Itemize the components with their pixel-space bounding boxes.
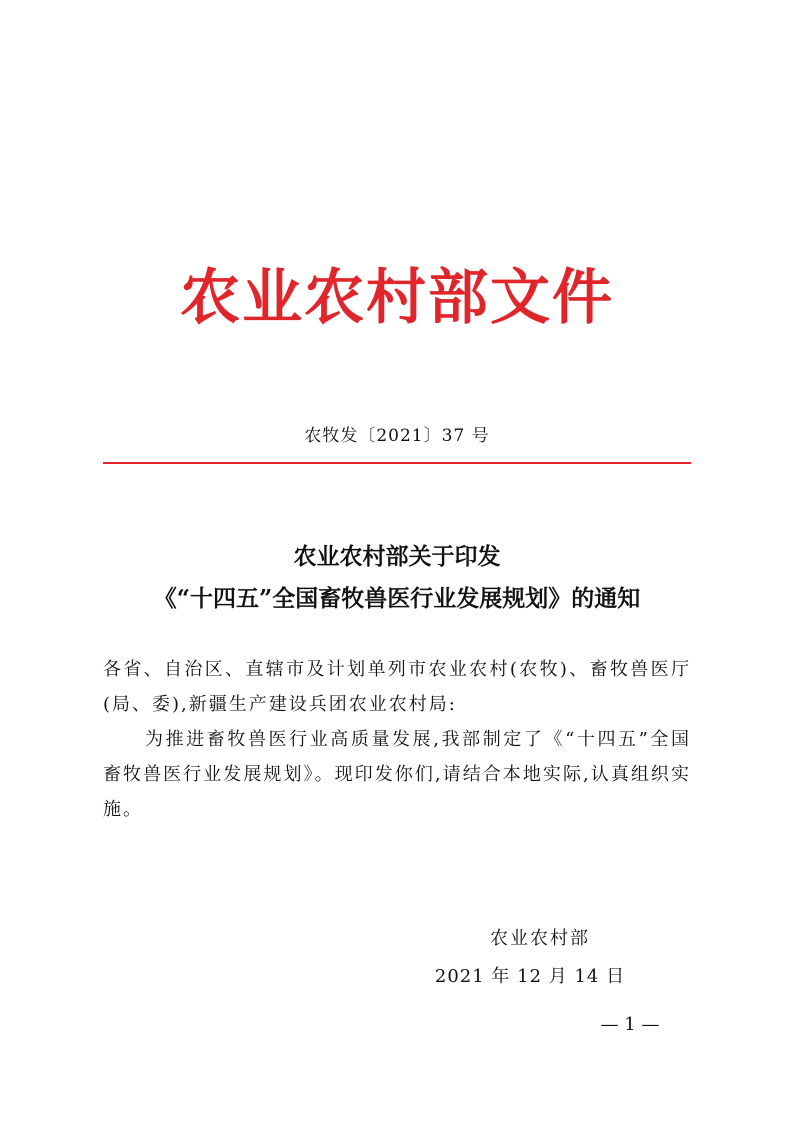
- notice-title: [80, 536, 714, 620]
- page-number: — 1 —: [600, 1014, 660, 1035]
- notice-title-line-1: 农业农村部关于印发: [293, 543, 501, 570]
- notice-body: [103, 652, 691, 827]
- issuing-authority: 农业农村部: [490, 928, 590, 949]
- addressee: 各省、自治区、直辖市及计划单列市农业农村(农牧)、畜牧兽医厅(局、委),新疆生产建设兵团农业农村局:: [103, 659, 691, 715]
- masthead-title: 农业农村部文件: [180, 263, 614, 333]
- document-number: 农牧发〔2021〕37 号: [304, 426, 490, 446]
- issue-date: 2021 年 12 月 14 日: [434, 966, 626, 987]
- notice-title-line-2: 《“十四五”全国畜牧兽医行业发展规划》的通知: [153, 585, 641, 612]
- body-paragraph: 为推进畜牧兽医行业高质量发展,我部制定了《“十四五”全国畜牧兽医行业发展规划》。现印发你们,请结合本地实际,认真组织实施。: [103, 729, 691, 820]
- red-separator-line: [103, 462, 691, 464]
